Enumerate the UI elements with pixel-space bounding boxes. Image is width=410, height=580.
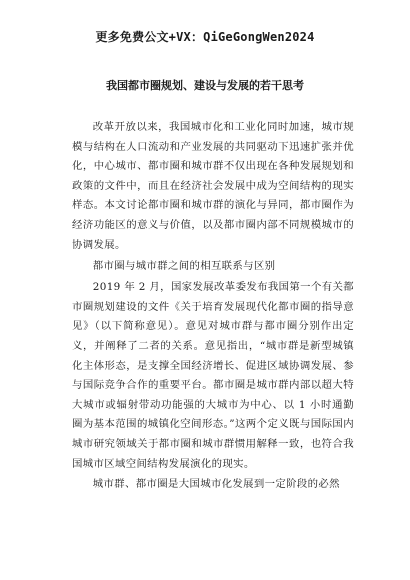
paragraph-intro: 改革开放以来，我国城市化和工业化同时加速，城市规模与结构在人口流动和产业发展的共同驱动下迅速扩张并优化，中心城市、都市圈和城市群不仅出现在各种发展规划和政策的文件中，而且在经济社会发展中成为空间结构的现实样态。本文讨论都市圈和城市群的演化与异同，都市圈作为经济功能区的意义与价值，以及都市圈内部不同规模城市的协调发展。 xyxy=(72,121,354,251)
document-title: 我国都市圈规划、建设与发展的若干思考 xyxy=(106,79,304,92)
paragraph-definitions: 2019 年 2 月，国家发展改革委发布我国第一个有关都市圈规划建设的文件《关于培育发展现代化都市圈的指导意见》（以下简称意见）。意见对城市群与都市圈分别作出定义，并阐释了二者的关系。意见指出，“城市群是新型城镇化主体形态，是支撑全国经济增长、促进区域协调发展、参与国际竞争合作的重要平台。都市圈是城市群内部以超大特大城市或辐射带动功能强的大城市为中心、以 1 小时通勤圈为基本范围的城镇化空间形态。”这两个定义既与国际国内城市研究领域关于都市圈和城市群惯用解释一致，也符合我国城市区域空间结构发展演化的现实。 xyxy=(72,281,354,470)
document-body xyxy=(72,118,354,495)
section-heading: 都市圈与城市群之间的相互联系与区别 xyxy=(92,260,276,273)
paragraph-continued: 城市群、都市圈是大国城市化发展到一定阶段的必然 xyxy=(92,478,340,491)
promo-header: 更多免费公文+VX：QiGeGongWen2024 xyxy=(95,30,315,44)
